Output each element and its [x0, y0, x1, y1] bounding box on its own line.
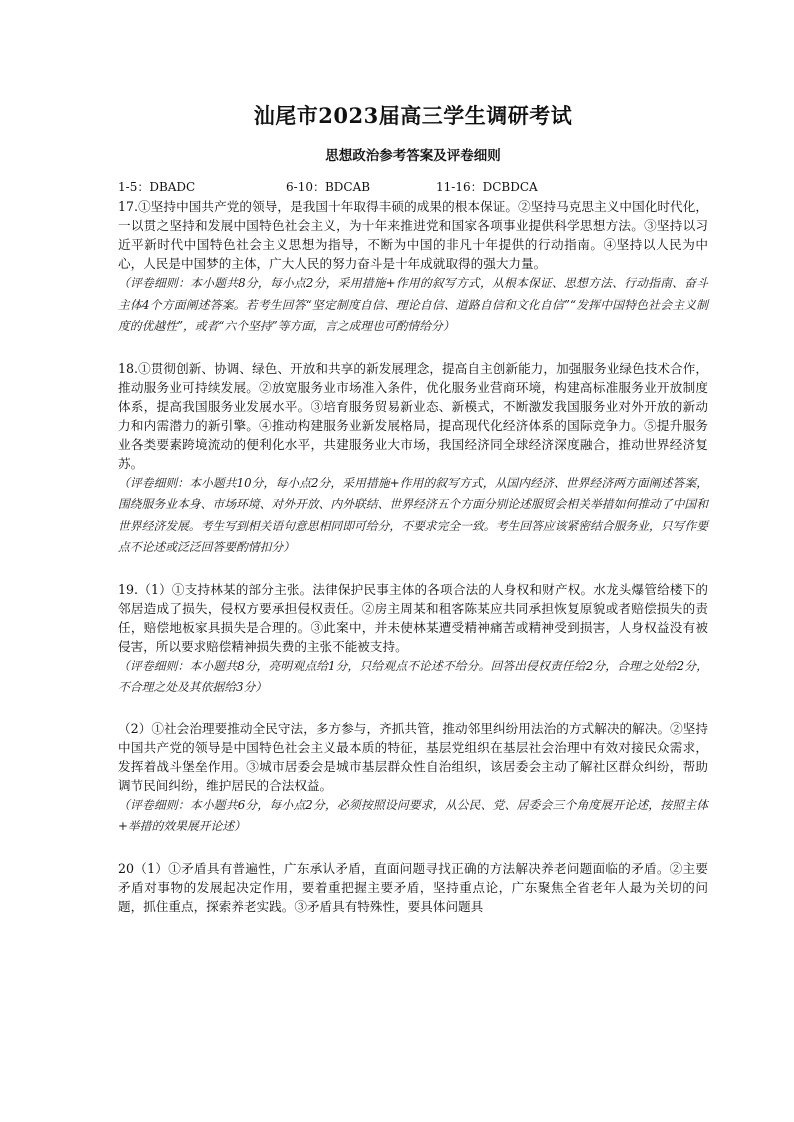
spacer [118, 838, 708, 859]
spacer [118, 699, 708, 719]
choice-answers-11-16: 11-16：DCBDCA [436, 180, 538, 194]
choice-answers [118, 178, 708, 195]
spacer [118, 338, 708, 359]
q18-answer: 18.①贯彻创新、协调、绿色、开放和共享的新发展理念，提高自主创新能力，加强服务业绿色技术合作，推动服务业可持续发展。②放宽服务业市场准入条件，优化服务业营商环境，构建高标准服务业开放制度体系，提高我国服务业发展水平。③培育服务贸易新业态、新模式，不断激发我国服务业对外开放的新动力和内需潜力的新引擎。④推动构建服务业新发展格局，提高现代化经济体系的国际竞争力。⑤提升服务业各类要素跨境流动的便利化水平，共建服务业大市场，我国经济同全球经济深度融合，推动世界经济复苏。 [118, 360, 708, 471]
q19-2-scoring-note: （评卷细则：本小题共6分，每小点2分，必须按照设问要求，从公民、党、居委会三个角度展开论述，按照主体+举措的效果展开论述） [118, 797, 708, 833]
q17-answer: 17.①坚持中国共产党的领导，是我国十年取得丰硕的成果的根本保证。②坚持马克思主义中国化时代化，一以贯之坚持和发展中国特色社会主义，为十年来推进党和国家各项事业提供科学思想方法。③坚持以习近平新时代中国特色社会主义思想为指导，不断为中国的非凡十年提供的行动指南。④坚持以人民为中心，人民是中国梦的主体，广大人民的努力奋斗是十年成就取得的强大力量。 [118, 199, 708, 271]
answer-document [118, 100, 708, 916]
spacer [118, 559, 708, 580]
page-title: 汕尾市2023届高三学生调研考试 [253, 103, 573, 128]
q19-2-answer: （2）①社会治理要推动全民守法，多方参与，齐抓共管，推动邻里纠纷用法治的方式解决的解决。②坚持中国共产党的领导是中国特色社会主义最本质的特征，基层党组织在基层社会治理中有效对接民众需求，发挥着战斗堡垒作用。③城市居委会是城市基层群众性自治组织，该居委会主动了解社区群众纠纷，帮助调节民间纠纷，维护居民的合法权益。 [118, 720, 708, 793]
q19-1-answer: 19.（1）①支持林某的部分主张。法律保护民事主体的各项合法的人身权和财产权。水龙头爆管给楼下的邻居造成了损失，侵权方要承担侵权责任。②房主周某和租客陈某应共同承担恢复原貌或者赔偿损失的责任，赔偿地板家具损失是合理的。③此案中，并未使林某遭受精神痛苦或精神受到损害，人身权益没有被侵害，所以要求赔偿精神损失费的主张不能被支持。 [118, 581, 708, 654]
q18-scoring-note: （评卷细则：本小题共10分，每小点2分，采用措施+作用的叙写方式，从国内经济、世界经济两方面阐述答案，围绕服务业本身、市场环境、对外开放、内外联结、世界经济五个方面分别论述服贸会相关举措如何推动了中国和世界经济发展。考生写到相关语句意思相同即可给分，不要求完全一致。考生回答应该紧密结合服务业，只写作要点不论述或泛泛回答要酌情扣分） [118, 475, 708, 554]
q19-1-scoring-note: （评卷细则：本小题共8分，亮明观点给1分，只给观点不论述不给分。回答出侵权责任给2分，合理之处给2分，不合理之处及其依据给3分） [118, 658, 708, 694]
q20-1-answer: 20（1）①矛盾具有普遍性，广东承认矛盾，直面问题寻找正确的方法解决养老问题面临的矛盾。②主要矛盾对事物的发展起决定作用，要着重把握主要矛盾，坚持重点论，广东聚焦全省老年人最为关切的问题，抓住重点，探索养老实践。③矛盾具有特殊性，要具体问题具 [118, 860, 708, 914]
choice-answers-6-10: 6-10：BDCAB [286, 180, 371, 194]
q17-scoring-note: （评卷细则：本小题共8分，每小点2分，采用措施+作用的叙写方式，从根本保证、思想方法、行动指南、奋斗主体4个方面阐述答案。若考生回答“坚定制度自信、理论自信、道路自信和文化自信”“发挥中国特色社会主义制度的优越性”，或者“六个坚持”等方面，言之成理也可酌情给分） [118, 276, 708, 333]
choice-answers-1-5: 1-5：DBADC [118, 180, 196, 194]
page-subtitle: 思想政治参考答案及评卷细则 [325, 148, 501, 164]
